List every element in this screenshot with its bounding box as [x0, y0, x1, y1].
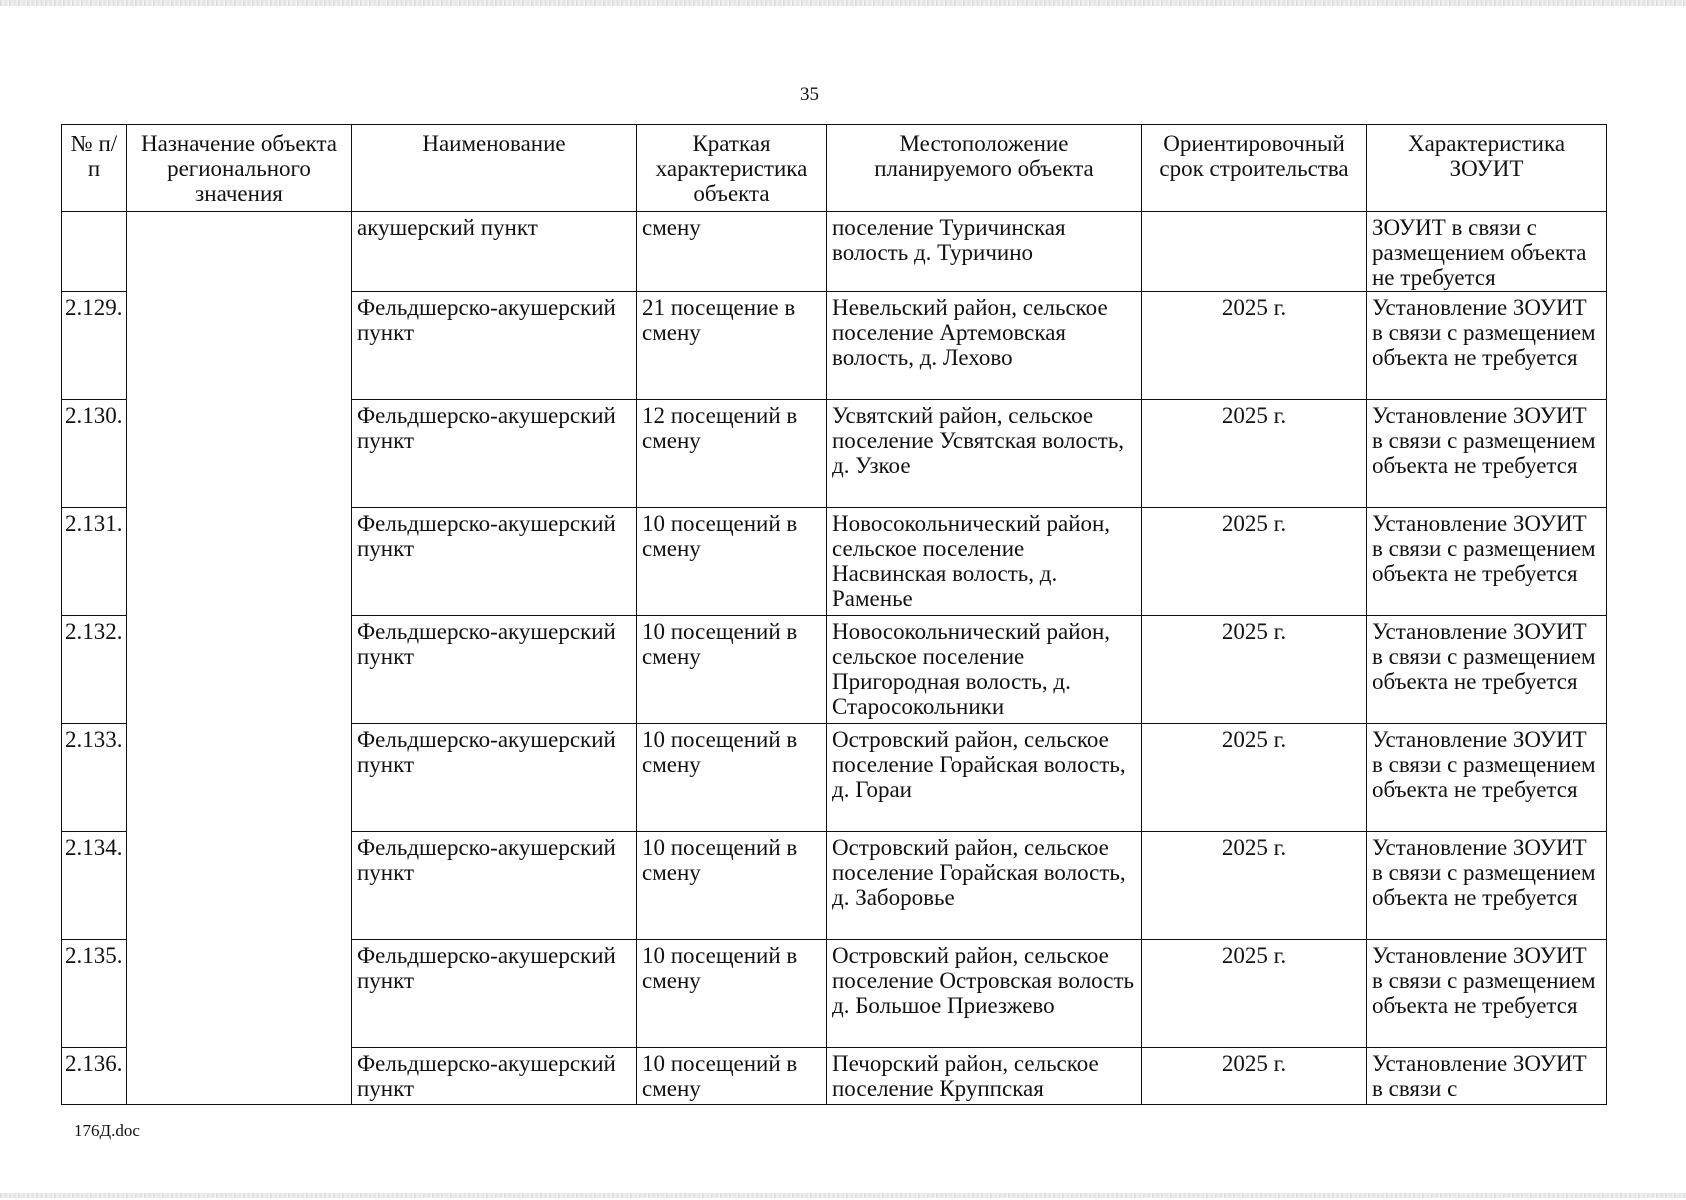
row-brief: 10 посещений в смену: [637, 724, 827, 832]
row-num: 2.136.: [62, 1048, 127, 1105]
row-zouit: Установление ЗОУИТ в связи с размещением объекта не требуется: [1367, 400, 1607, 508]
scan-edge-bottom: [0, 1193, 1686, 1198]
row-purpose: [127, 940, 352, 1048]
table-row: [62, 724, 1607, 832]
row-year: 2025 г.: [1142, 400, 1367, 508]
row-zouit: Установление ЗОУИТ в связи с размещением объекта не требуется: [1367, 508, 1607, 616]
row-name: Фельдшерско-акушерский пункт: [352, 508, 637, 616]
row-name: Фельдшерско-акушерский пункт: [352, 940, 637, 1048]
row-location: Новосокольнический район, сельское поселение Насвинская волость, д. Раменье: [827, 508, 1142, 616]
row-name: Фельдшерско-акушерский пункт: [352, 292, 637, 400]
table-header-row: [62, 125, 1607, 212]
row-num: 2.134.: [62, 832, 127, 940]
table-row: [62, 616, 1607, 724]
row-name: Фельдшерско-акушерский пункт: [352, 1048, 637, 1105]
row-brief: 12 посещений в смену: [637, 400, 827, 508]
row-year: 2025 г.: [1142, 724, 1367, 832]
row-name: Фельдшерско-акушерский пункт: [352, 724, 637, 832]
row-location: Островский район, сельское поселение Горайская волость, д. Заборовье: [827, 832, 1142, 940]
row-year: 2025 г.: [1142, 1048, 1367, 1105]
row-zouit: Установление ЗОУИТ в связи с размещением объекта не требуется: [1367, 292, 1607, 400]
row-year: 2025 г.: [1142, 616, 1367, 724]
row-purpose: [127, 400, 352, 508]
row-brief: 10 посещений в смену: [637, 616, 827, 724]
table-row: [62, 832, 1607, 940]
header-year: Ориентировочный срок строительства: [1142, 125, 1367, 212]
header-num: № п/п: [62, 125, 127, 212]
row-purpose: [127, 832, 352, 940]
table-row: [62, 508, 1607, 616]
scan-edge-top: [0, 0, 1686, 6]
header-zouit: Характеристика ЗОУИТ: [1367, 125, 1607, 212]
row-num: [62, 212, 127, 292]
row-num: 2.133.: [62, 724, 127, 832]
row-year: 2025 г.: [1142, 292, 1367, 400]
page-number: 35: [800, 84, 819, 105]
row-zouit: Установление ЗОУИТ в связи с размещением объекта не требуется: [1367, 832, 1607, 940]
header-purpose: Назначение объекта регионального значения: [127, 125, 352, 212]
row-name: акушерский пункт: [352, 212, 637, 292]
row-zouit: ЗОУИТ в связи с размещением объекта не требуется: [1367, 212, 1607, 292]
row-year: 2025 г.: [1142, 832, 1367, 940]
footer-filename: 176Д.doc: [74, 1121, 140, 1140]
row-location: Печорский район, сельское поселение Круппская: [827, 1048, 1142, 1105]
row-year: [1142, 212, 1367, 292]
table-row: [62, 1048, 1607, 1105]
row-name: Фельдшерско-акушерский пункт: [352, 400, 637, 508]
row-name: Фельдшерско-акушерский пункт: [352, 616, 637, 724]
table-row: [62, 292, 1607, 400]
row-location: Усвятский район, сельское поселение Усвятская волость, д. Узкое: [827, 400, 1142, 508]
row-num: 2.129.: [62, 292, 127, 400]
facilities-table: [61, 124, 1607, 1105]
row-brief: смену: [637, 212, 827, 292]
header-location: Местоположение планируемого объекта: [827, 125, 1142, 212]
row-year: 2025 г.: [1142, 508, 1367, 616]
row-location: Новосокольнический район, сельское поселение Пригородная волость, д. Старосокольники: [827, 616, 1142, 724]
header-brief: Краткая характеристика объекта: [637, 125, 827, 212]
row-purpose: [127, 616, 352, 724]
row-brief: 10 посещений в смену: [637, 508, 827, 616]
row-year: 2025 г.: [1142, 940, 1367, 1048]
row-purpose: [127, 724, 352, 832]
row-location: Островский район, сельское поселение Горайская волость, д. Гораи: [827, 724, 1142, 832]
row-brief: 10 посещений в смену: [637, 940, 827, 1048]
row-zouit: Установление ЗОУИТ в связи с размещением объекта не требуется: [1367, 724, 1607, 832]
row-location: Островский район, сельское поселение Островская волость д. Большое Приезжево: [827, 940, 1142, 1048]
row-name: Фельдшерско-акушерский пункт: [352, 832, 637, 940]
row-num: 2.132.: [62, 616, 127, 724]
row-num: 2.135.: [62, 940, 127, 1048]
header-name: Наименование: [352, 125, 637, 212]
row-purpose: [127, 1048, 352, 1105]
row-purpose: [127, 212, 352, 292]
row-brief: 21 посещение в смену: [637, 292, 827, 400]
row-purpose: [127, 508, 352, 616]
table-row: [62, 400, 1607, 508]
table-row: [62, 212, 1607, 292]
table-row: [62, 940, 1607, 1048]
row-purpose: [127, 292, 352, 400]
row-num: 2.131.: [62, 508, 127, 616]
row-zouit: Установление ЗОУИТ в связи с размещением объекта не требуется: [1367, 940, 1607, 1048]
row-location: поселение Туричинская волость д. Туричино: [827, 212, 1142, 292]
row-brief: 10 посещений в смену: [637, 1048, 827, 1105]
row-zouit: Установление ЗОУИТ в связи с размещением объекта не требуется: [1367, 616, 1607, 724]
row-zouit: Установление ЗОУИТ в связи с: [1367, 1048, 1607, 1105]
row-brief: 10 посещений в смену: [637, 832, 827, 940]
row-num: 2.130.: [62, 400, 127, 508]
row-location: Невельский район, сельское поселение Артемовская волость, д. Лехово: [827, 292, 1142, 400]
